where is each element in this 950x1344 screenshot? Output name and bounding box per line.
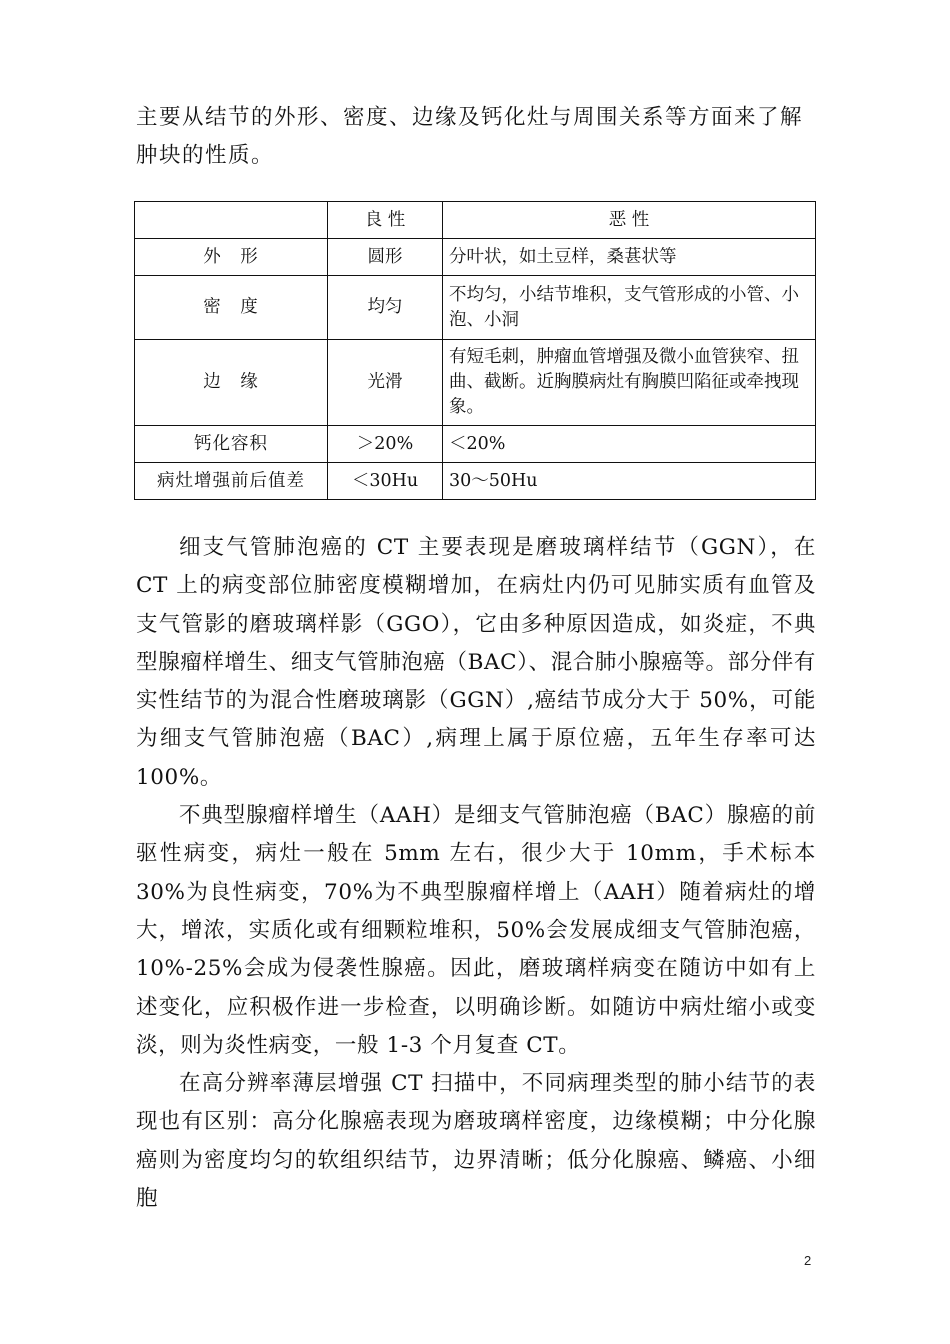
table-header-cell — [135, 202, 328, 239]
body-paragraph: 细支气管肺泡癌的 CT 主要表现是磨玻璃样结节（GGN），在 CT 上的病变部位肺密度模糊增加，在病灶内仍可见肺实质有血管及支气管影的磨玻璃样影（GGO），它由多种原因造成，如炎症，不典型腺瘤样增生、细支气管肺泡癌（BAC）、混合肺小腺癌等。部分伴有实性结节的为混合性磨玻璃影（GGN）,癌结节成分大于 50%，可能为细支气管肺泡癌（BAC）,病理上属于原位癌，五年生存率可达 100%。 — [136, 535, 816, 790]
row-label-enhancement: 病灶增强前后值差 — [135, 463, 328, 500]
row-label-shape: 外 形 — [135, 239, 328, 276]
table-row — [135, 340, 816, 426]
page-number: 2 — [804, 1253, 812, 1268]
body-paragraph: 在高分辨率薄层增强 CT 扫描中，不同病理类型的肺小结节的表现也有区别：高分化腺癌表现为磨玻璃样密度，边缘模糊；中分化腺癌则为密度均匀的软组织结节，边界清晰；低分化腺癌、鳞癌、小细胞 — [136, 1071, 816, 1212]
cell-benign: 均匀 — [328, 276, 443, 340]
cell-benign: ＜30Hu — [328, 463, 443, 500]
cell-malignant: ＜20% — [443, 426, 816, 463]
cell-benign: 光滑 — [328, 340, 443, 426]
cell-malignant: 有短毛刺，肿瘤血管增强及微小血管狭窄、扭曲、截断。近胸膜病灶有胸膜凹陷征或牵拽现象。 — [443, 340, 816, 426]
table-row — [135, 239, 816, 276]
body-text — [136, 529, 816, 1218]
cell-malignant: 分叶状，如土豆样，桑葚状等 — [443, 239, 816, 276]
table-header-benign: 良 性 — [328, 202, 443, 239]
table-row — [135, 276, 816, 340]
cell-malignant: 30～50Hu — [443, 463, 816, 500]
row-label-calcification: 钙化容积 — [135, 426, 328, 463]
cell-benign: ＞20% — [328, 426, 443, 463]
body-paragraph: 不典型腺瘤样增生（AAH）是细支气管肺泡癌（BAC）腺癌的前驱性病变，病灶一般在 5mm 左右，很少大于 10mm，手术标本 30%为良性病变，70%为不典型腺瘤样增上（AAH）随着病灶的增大，增浓，实质化或有细颗粒堆积，50%会发展成细支气管肺泡癌，10%-25%会成为侵袭性腺癌。因此，磨玻璃样病变在随访中如有上述变化，应积极作进一步检查，以明确诊断。如随访中病灶缩小或变淡，则为炎性病变，一般 1-3 个月复查 CT。 — [136, 803, 816, 1058]
table-row — [135, 463, 816, 500]
row-label-margin: 边 缘 — [135, 340, 328, 426]
table-header-malignant: 恶 性 — [443, 202, 816, 239]
table-row — [135, 426, 816, 463]
row-label-density: 密 度 — [135, 276, 328, 340]
intro-paragraph: 主要从结节的外形、密度、边缘及钙化灶与周围关系等方面来了解肿块的性质。 — [136, 105, 804, 168]
benign-malignant-comparison-table — [134, 201, 816, 500]
cell-benign: 圆形 — [328, 239, 443, 276]
cell-malignant: 不均匀，小结节堆积，支气管形成的小管、小泡、小洞 — [443, 276, 816, 340]
table-header-row — [135, 202, 816, 239]
